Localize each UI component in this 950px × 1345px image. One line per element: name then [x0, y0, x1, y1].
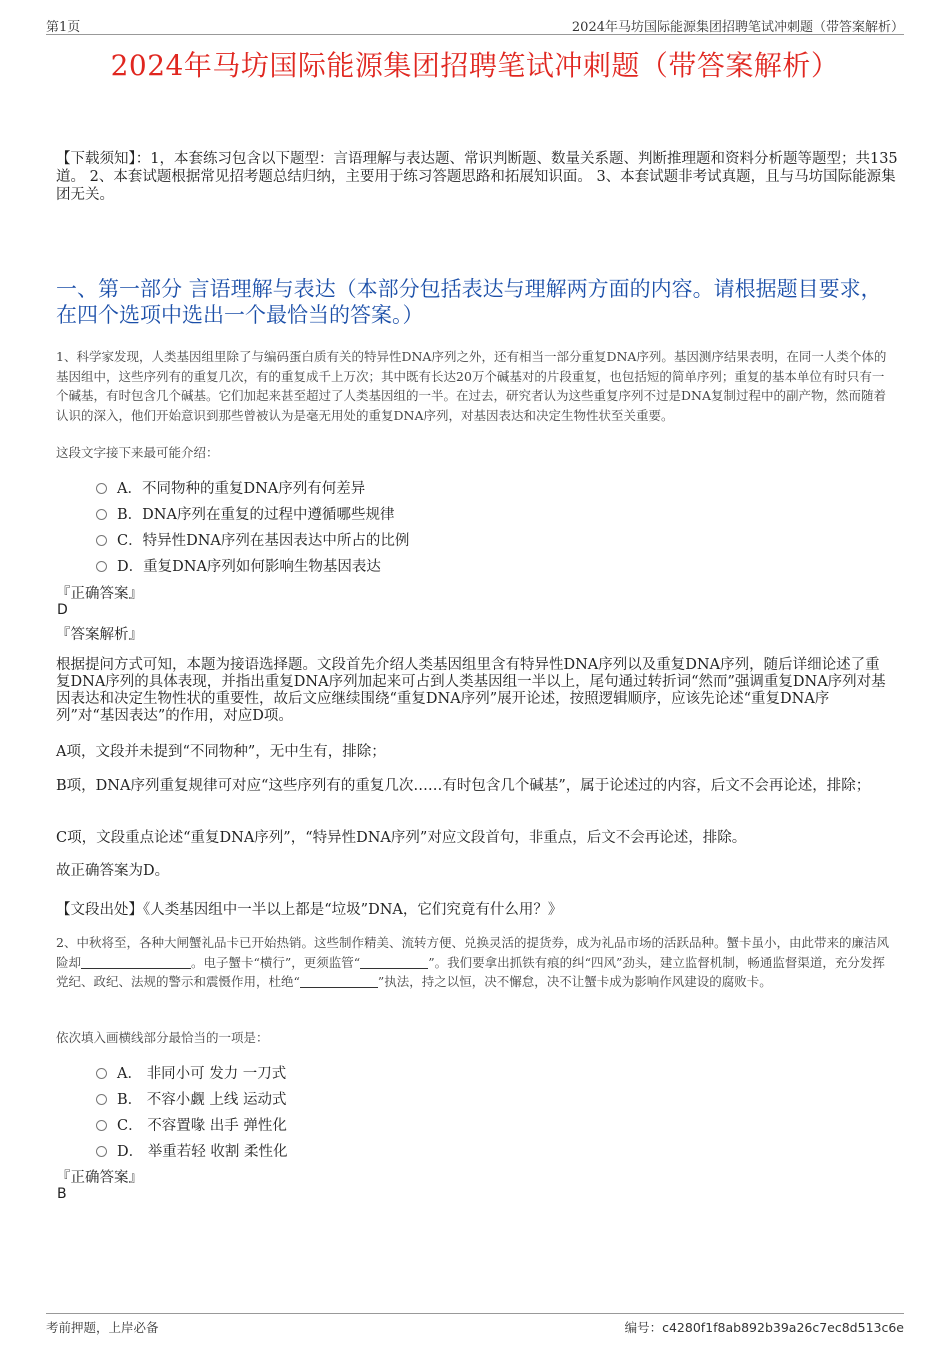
radio-icon[interactable]: [96, 1146, 107, 1157]
analysis-paragraph: A项，文段并未提到“不同物种”，无中生有，排除；: [56, 744, 386, 760]
question-1-answer: D: [57, 602, 68, 618]
analysis-paragraph: C项，文段重点论述“重复DNA序列”，“特异性DNA序列”对应文段首句，非重点，后文不会再论述，排除。: [56, 830, 747, 846]
fill-blank: [360, 956, 428, 969]
question-1-analysis-label: 『答案解析』: [56, 627, 143, 643]
question-1-option-a[interactable]: A．不同物种的重复DNA序列有何差异: [96, 477, 365, 498]
question-1-source: 【文段出处】《人类基因组中一半以上都是“垃圾”DNA，它们究竟有什么用？》: [56, 902, 563, 918]
question-1-answer-label: 『正确答案』: [56, 586, 143, 602]
question-2-answer-label: 『正确答案』: [56, 1170, 143, 1186]
question-2-prompt: 依次填入画横线部分最恰当的一项是：: [56, 1030, 269, 1045]
question-2-option-d[interactable]: D． 举重若轻 收割 柔性化: [96, 1140, 287, 1161]
radio-icon[interactable]: [96, 1068, 107, 1079]
page-number: 第1页: [46, 20, 81, 35]
analysis-paragraph: 故正确答案为D。: [56, 863, 170, 879]
page-header: [46, 14, 904, 35]
page-title: 2024年马坊国际能源集团招聘笔试冲刺题（带答案解析）: [110, 49, 840, 82]
radio-icon[interactable]: [96, 561, 107, 572]
page-footer: [46, 1313, 904, 1338]
question-1-option-d[interactable]: D．重复DNA序列如何影响生物基因表达: [96, 555, 381, 576]
question-1-option-b[interactable]: B．DNA序列在重复的过程中遵循哪些规律: [96, 503, 394, 524]
question-1-text: 1、科学家发现，人类基因组里除了与编码蛋白质有关的特异性DNA序列之外，还有相当一部分重复DNA序列。基因测序结果表明，在同一人类个体的基因组中，这些序列有的重复几次，有的重复成千上万次；其中既有长达20万个碱基对的片段重复，也包括短的简单序列；重复的基本单位有时只有一个碱基，有时包含几个碱基。它们加起来甚至超过了人类基因组的一半。在过去，研究者认为这些重复序列不过是DNA复制过程中的副产物，然而随着认识的深入，他们开始意识到那些曾被认为是毫无用处的重复DNA序列，对基因表达和决定生物性状至关重要。: [56, 349, 887, 423]
section-heading: 一、第一部分 言语理解与表达（本部分包括表达与理解两方面的内容。请根据题目要求，在四个选项中选出一个最恰当的答案。）: [56, 277, 882, 327]
question-2-text: 2、中秋将至，各种大闸蟹礼品卡已开始热销。这些制作精美、流转方便、兑换灵活的提货券，成为礼品市场的活跃品种。蟹卡虽小，由此带来的廉洁风险却 。电子蟹卡“横行”，更须监管“ ”。我们要拿出抓铁有痕的纠“四风”劲头，建立监督机制，畅通监督渠道，充分发挥党纪、政纪、法规的警示和震慑作用，杜绝“ ”执法，持之以恒，决不懈怠，决不让蟹卡成为影响作风建设的腐败卡。: [56, 935, 889, 989]
analysis-paragraph: B项，DNA序列重复规律可对应“这些序列有的重复几次……有时包含几个碱基”，属于论述过的内容，后文不会再论述，排除；: [56, 778, 871, 794]
question-2-option-a[interactable]: A． 非同小可 发力 一刀式: [96, 1062, 286, 1083]
radio-icon[interactable]: [96, 1094, 107, 1105]
header-doc-title: 2024年马坊国际能源集团招聘笔试冲刺题（带答案解析）: [571, 20, 904, 35]
question-2-option-b[interactable]: B． 不容小觑 上线 运动式: [96, 1088, 286, 1109]
download-notice: 【下载须知】：1，本套练习包含以下题型：言语理解与表达题、常识判断题、数量关系题、判断推理题和资料分析题等题型；共135道。 2、本套试题根据常见招考题总结归纳，主要用于练习答题思路和拓展知识面。 3、本套试题非考试真题，且与马坊国际能源集团无关。: [56, 151, 898, 203]
analysis-paragraph: 根据提问方式可知，本题为接语选择题。文段首先介绍人类基因组里含有特异性DNA序列以及重复DNA序列，随后详细论述了重复DNA序列的具体表现，并指出重复DNA序列加起来可占到人类基因组一半以上，尾句通过转折词“然而”强调重复DNA序列对基因表达和决定生物性状的重要性，故后文应继续围绕“重复DNA序列”展开论述，按照逻辑顺序，应该先论述“重复DNA序列”对“基因表达”的作用，对应D项。: [56, 657, 886, 724]
footer-slogan: 考前押题，上岸必备: [46, 1320, 159, 1335]
radio-icon[interactable]: [96, 483, 107, 494]
question-2-answer: B: [57, 1186, 67, 1202]
fill-blank: [300, 975, 378, 988]
radio-icon[interactable]: [96, 1120, 107, 1131]
footer-code: 编号：c4280f1f8ab892b39a26c7ec8d513c6e: [624, 1320, 904, 1335]
radio-icon[interactable]: [96, 535, 107, 546]
question-1-option-c[interactable]: C．特异性DNA序列在基因表达中所占的比例: [96, 529, 409, 550]
question-1-prompt: 这段文字接下来最可能介绍：: [56, 445, 219, 460]
question-2-option-c[interactable]: C． 不容置喙 出手 弹性化: [96, 1114, 287, 1135]
fill-blank: [81, 956, 191, 969]
radio-icon[interactable]: [96, 509, 107, 520]
